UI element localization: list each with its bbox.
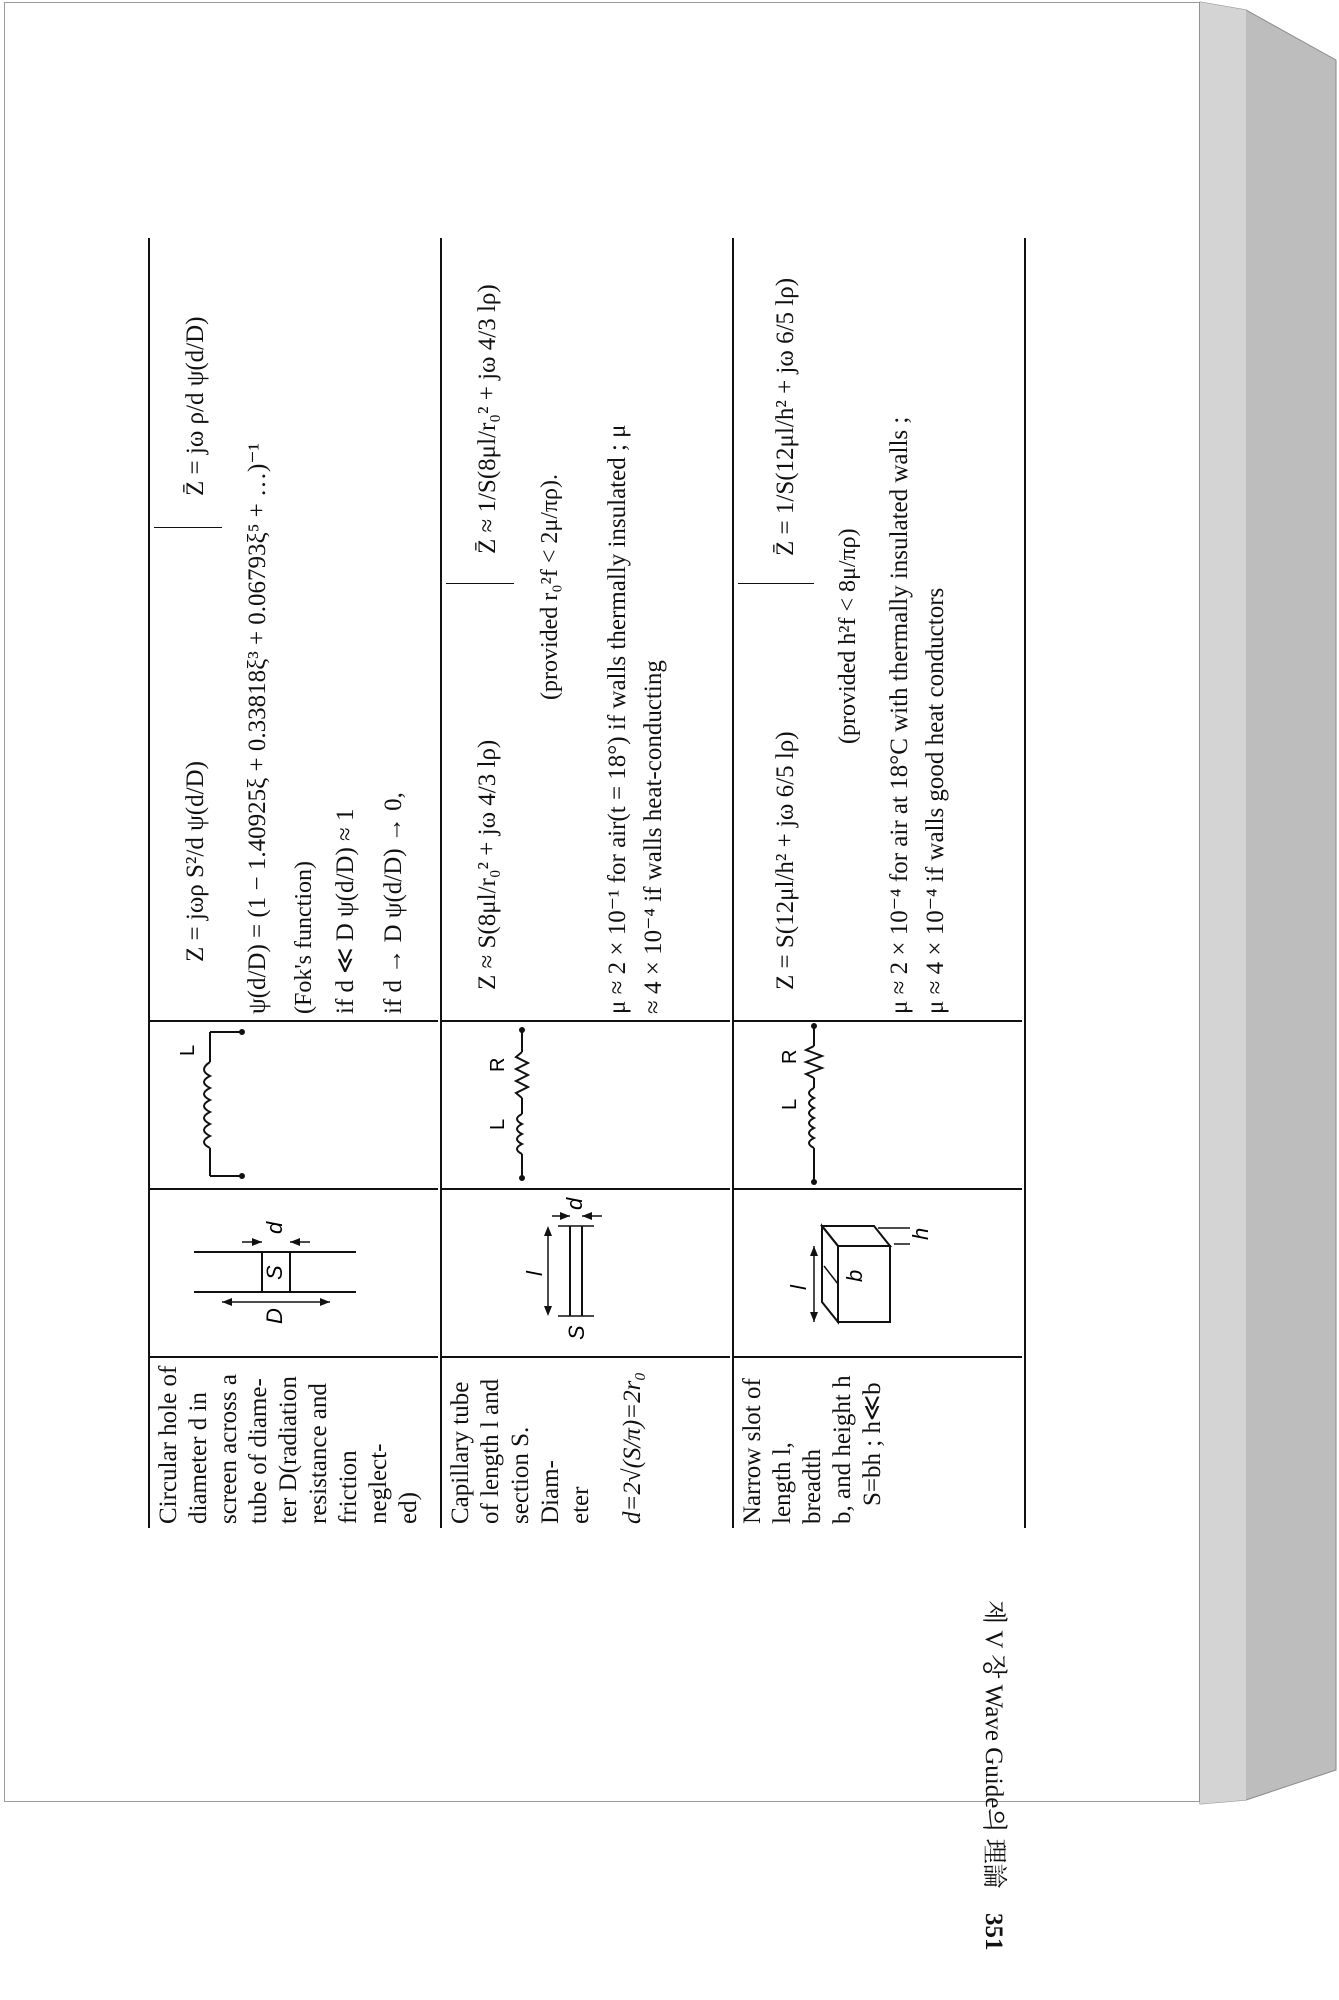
fok-function-note: (Fok's function): [291, 861, 317, 1014]
impedance-formula: Z = S(12μl/h² + jω 6/5 lρ): [772, 731, 799, 990]
circuit-cell: [734, 1022, 1022, 1190]
inductor-label: L: [487, 1118, 509, 1130]
impedance-formula: Z ≈ S(8μl/r₀² + jω 4/3 lρ): [474, 739, 501, 990]
table-bottom-rule: [1024, 238, 1026, 1528]
rotated-table: [148, 238, 1028, 1528]
label-line: Narrow slot of: [739, 1378, 766, 1524]
specific-impedance-formula: Z̄ ≈ 1/S(8μl/r₀² + jω 4/3 lρ): [474, 284, 501, 554]
impedance-formula: Z = jωρ S²/d ψ(d/D): [182, 761, 209, 962]
figure-label-length: l: [786, 1285, 811, 1290]
figure-cell: [150, 1190, 438, 1358]
circuit-cell: [442, 1022, 730, 1190]
inductor-circuit: [150, 1020, 440, 1188]
proviso-note: (provided r₀²f < 2μ/πρ).: [537, 473, 563, 700]
circuit-cell: [150, 1022, 438, 1190]
figure-cell: [442, 1190, 730, 1358]
label-line: length l, breadth: [769, 1442, 826, 1524]
label-line: eter: [567, 1486, 594, 1524]
narrow-slot-figure: [734, 1188, 1024, 1356]
description-cell: [150, 1358, 438, 1528]
table-row: [148, 238, 438, 1528]
viscosity-note-line-1: μ ≈ 2 × 10⁻⁴ for air at 18°C with thermally insulated walls ;: [886, 416, 913, 1014]
inductor-resistor-circuit: [442, 1020, 732, 1188]
formula-divider: [446, 583, 514, 584]
resistor-label: R: [487, 1057, 509, 1072]
label-line: ter D(radiation: [275, 1376, 302, 1524]
label-line: section S. Diam-: [507, 1426, 564, 1524]
formula-cell: [734, 238, 1022, 1022]
label-line: friction neglect-: [335, 1443, 392, 1524]
figure-label-hole-diameter: d: [262, 1221, 287, 1234]
figure-cell: [734, 1190, 1022, 1358]
proviso-note: (provided h²f < 8μ/πρ): [835, 528, 861, 744]
limit-small-hole: if d ≪ D ψ(d/D) ≈ 1: [332, 808, 359, 1014]
label-line: Circular hole of: [155, 1365, 182, 1524]
table-row: [732, 238, 1022, 1528]
label-line: S=bh ; h≪b: [859, 1382, 886, 1506]
figure-label-height: h: [908, 1227, 933, 1240]
viscosity-note-line-1: μ ≈ 2 × 10⁻¹ for air(t = 18°) if walls thermally insulated ; μ: [604, 424, 631, 1014]
description-cell: [734, 1358, 1022, 1528]
label-line: b, and height h: [829, 1375, 856, 1524]
figure-label-section: S: [262, 1265, 287, 1280]
formula-cell: [150, 238, 438, 1022]
viscosity-note-line-2: ≈ 4 × 10⁻⁴ if walls heat-conducting: [640, 660, 667, 1014]
label-line: tube of diame-: [245, 1378, 272, 1524]
inductor-label: L: [177, 1044, 199, 1056]
formula-divider: [154, 527, 222, 528]
label-line: of length l and: [477, 1378, 504, 1524]
capillary-tube-figure: [442, 1188, 732, 1356]
figure-label-length: l: [522, 1271, 547, 1276]
figure-label-breadth: b: [842, 1269, 867, 1282]
figure-label-section: S: [564, 1325, 589, 1340]
label-line: screen across a: [215, 1374, 242, 1524]
label-formula: d=2√(S/π)=2r₀: [619, 1371, 646, 1524]
running-head: 제 V 장 Wave Guide의 理論: [980, 1600, 1007, 1889]
label-line: Capillary tube: [447, 1381, 474, 1524]
inductor-resistor-circuit: [734, 1020, 1024, 1188]
label-line: ed): [395, 1492, 422, 1524]
label-line: diameter d in: [185, 1392, 212, 1524]
circular-hole-figure: [150, 1188, 440, 1356]
formula-cell: [442, 238, 730, 1022]
viscosity-note-line-2: μ ≈ 4 × 10⁻⁴ if walls good heat conductors: [922, 587, 949, 1014]
description-cell: [442, 1358, 730, 1528]
specific-impedance-formula: Z̄ = jω ρ/d ψ(d/D): [182, 316, 209, 496]
limit-large-hole: if d → D ψ(d/D) → 0,: [380, 792, 407, 1014]
specific-impedance-formula: Z̄ = 1/S(12μl/h² + jω 6/5 lρ): [772, 277, 799, 556]
page-number: 351: [980, 1912, 1007, 1951]
figure-label-outer-diameter: D: [262, 1308, 287, 1324]
inductor-label: L: [779, 1098, 801, 1110]
table-row: [440, 238, 730, 1528]
figure-label-diameter: d: [562, 1197, 587, 1210]
label-line: resistance and: [305, 1383, 332, 1524]
resistor-label: R: [779, 1049, 801, 1064]
psi-formula: ψ(d/D) = (1 − 1.40925ξ + 0.33818ξ³ + 0.06793ξ⁵ + …)⁻¹: [244, 442, 271, 1014]
formula-divider: [738, 583, 814, 584]
